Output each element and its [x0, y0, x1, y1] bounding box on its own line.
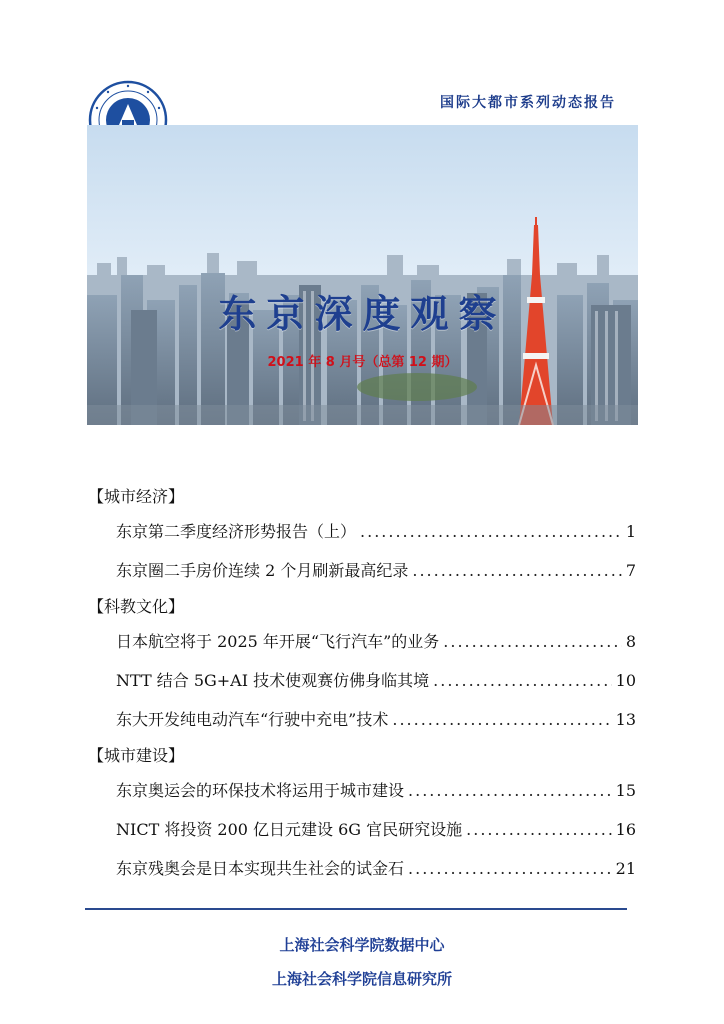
issue-label: 2021 年 8 月号（总第 12 期） [267, 355, 458, 370]
toc-entry[interactable] [116, 700, 636, 739]
toc-section-heading: 【城市建设】 [88, 746, 185, 765]
toc-leader-dots [443, 622, 622, 661]
tokyo-skyline-image [87, 125, 638, 425]
toc-entry-page: 10 [615, 671, 636, 690]
toc-entry-title: 东京圈二手房价连续 2 个月刷新最高纪录 [116, 561, 409, 580]
toc-entry-title: 东京第二季度经济形势报告（上） [116, 522, 357, 541]
toc-entry-page: 8 [625, 632, 636, 651]
toc-entry-title: 东京奥运会的环保技术将运用于城市建设 [116, 781, 405, 800]
toc-entry[interactable] [116, 810, 636, 849]
toc-entry-page: 21 [615, 859, 636, 878]
toc-entry-page: 7 [625, 561, 636, 580]
footer-divider [85, 908, 627, 910]
toc-leader-dots [408, 771, 612, 810]
toc-section-heading: 【科教文化】 [88, 597, 185, 616]
toc-entry[interactable] [116, 849, 636, 888]
toc-entry[interactable] [116, 771, 636, 810]
toc-entry-title: 东京残奥会是日本实现共生社会的试金石 [116, 859, 405, 878]
toc-entry-page: 13 [615, 710, 636, 729]
toc-entry-page: 1 [625, 522, 636, 541]
toc-entry[interactable] [116, 512, 636, 551]
toc-entry-title: 日本航空将于 2025 年开展“飞行汽车”的业务 [116, 632, 440, 651]
toc-entry-title: NICT 将投资 200 亿日元建设 6G 官民研究设施 [116, 820, 463, 839]
toc-entry[interactable] [116, 622, 636, 661]
toc-leader-dots [360, 512, 622, 551]
toc-leader-dots [408, 849, 612, 888]
publisher-info-institute: 上海社会科学院信息研究所 [271, 970, 452, 988]
report-series-label: 国际大都市系列动态报告 [440, 95, 616, 111]
table-of-contents [88, 480, 648, 888]
toc-entry-page: 15 [615, 781, 636, 800]
report-title: 东京深度观察 [218, 291, 507, 336]
toc-leader-dots [433, 661, 611, 700]
toc-entry[interactable] [116, 661, 636, 700]
toc-entry-title: NTT 结合 5G+AI 技术使观赛仿佛身临其境 [116, 671, 430, 690]
cover-banner [87, 125, 638, 425]
toc-entry-title: 东大开发纯电动汽车“行驶中充电”技术 [116, 710, 389, 729]
toc-entry-page: 16 [615, 820, 636, 839]
toc-leader-dots [466, 810, 611, 849]
toc-entry[interactable] [116, 551, 636, 590]
publisher-data-center: 上海社会科学院数据中心 [279, 936, 445, 954]
toc-leader-dots [412, 551, 621, 590]
toc-section-heading: 【城市经济】 [88, 487, 185, 506]
toc-leader-dots [392, 700, 611, 739]
